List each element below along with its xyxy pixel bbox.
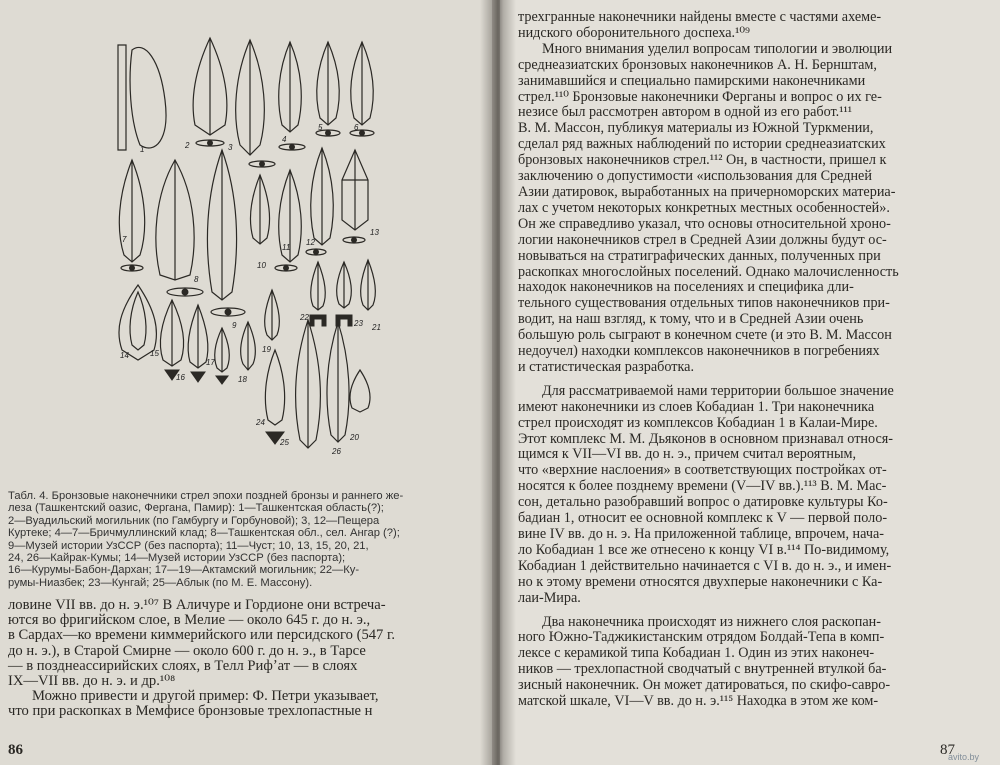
svg-text:14: 14	[120, 351, 129, 360]
arrowhead-23	[336, 262, 363, 328]
right-body-text	[518, 10, 968, 710]
text-line: имеют наконечники из слоев Кобадиан 1. Три наконечника	[518, 398, 875, 415]
caption-line: Куртеке; 4—7—Бричмуллинский клад; 8—Ташкентская обл., сел. Ангар (?);	[8, 527, 400, 540]
svg-text:18: 18	[238, 375, 247, 384]
text-line: нидского оборонительного доспеха.¹⁰⁹	[518, 24, 750, 41]
arrowhead-3	[228, 40, 264, 155]
text-line: в Сардах—ко времени киммерийского или персидского (547 г.	[8, 627, 395, 644]
left-body-text	[8, 598, 478, 720]
svg-text:1: 1	[140, 145, 145, 154]
arrowhead-11	[275, 170, 301, 271]
arrowhead-19	[262, 290, 279, 354]
text-line: лексе с керамикой типа Кобадиан 1. Один из этих наконеч-	[518, 645, 875, 662]
text-line: Два наконечника происходят из нижнего слоя раскопан-	[542, 613, 881, 630]
page-number-left: 86	[8, 742, 23, 758]
arrowhead-25	[279, 320, 320, 448]
arrowhead-6	[350, 42, 374, 136]
text-line: носятся к более позднему времени (V—IV вв.).¹¹³ В. М. Мас-	[518, 478, 887, 495]
svg-text:12: 12	[306, 238, 315, 247]
text-line: лаи-Мира.	[518, 589, 581, 606]
text-line: что при раскопках в Мемфисе бронзовые трехлопастные н	[8, 703, 373, 720]
text-line: ников — трехлопастной сводчатый с внутренней втулкой ба-	[518, 661, 887, 678]
text-line: — в позднеассирийских слоях, в Телл Рифʼат — в слоях	[8, 657, 358, 674]
text-line: среднеазиатских бронзовых наконечников А. Н. Бернштам,	[518, 56, 877, 73]
text-line: Этот комплекс М. М. Дьяконов в основном признавал относя-	[518, 430, 893, 447]
text-line: и статистическая разработка.	[518, 358, 694, 375]
text-line: что «верхние наслоения» в соответствующих постройках от-	[518, 462, 887, 479]
text-line: стрел происходят из комплексов Кобадиан 1 в Калаи-Мире.	[518, 414, 878, 431]
caption-line: 9—Музей истории УзССР (без паспорта); 11—Чуст; 10, 13, 15, 20, 21,	[8, 539, 369, 552]
text-line: ло Кобадиан 1 все же отнесено к концу VI в.¹¹⁴ По-видимому,	[518, 541, 890, 558]
svg-text:17: 17	[206, 358, 215, 367]
svg-text:13: 13	[370, 228, 379, 237]
text-line: Кобадиан 1 действительно начинается с VI в. до н. э., и имен-	[518, 557, 892, 574]
arrowhead-12	[306, 148, 333, 255]
text-line: Можно привести и другой пример: Ф. Петри указывает,	[32, 688, 379, 705]
arrowhead-20	[349, 370, 370, 442]
text-line: бадиан 1, относит ее основной комплекс к V — первой поло-	[518, 510, 888, 527]
caption-line: Табл. 4. Бронзовые наконечники стрел эпохи поздней бронзы и раннего же-	[8, 490, 404, 502]
caption-line: 16—Курумы-Бабон-Дархан; 17—19—Актамский могильник; 22—Ку-	[8, 564, 360, 577]
svg-text:19: 19	[262, 345, 271, 354]
text-line: большую роль сыграют в конечном счете (и это В. М. Массон	[518, 327, 892, 344]
arrowhead-2	[184, 38, 227, 150]
arrowhead-4	[279, 42, 305, 150]
text-line: стрел.¹¹⁰ Бронзовые наконечники Ферганы и вопрос о их ге-	[518, 88, 882, 105]
svg-text:23: 23	[354, 319, 363, 328]
text-line: новываться на стратиграфических данных, полученных при	[518, 247, 881, 264]
arrowhead-7	[119, 160, 144, 271]
arrowhead-13	[342, 150, 379, 243]
text-line: зисный наконечник. Он может датироваться, по скифо-савро-	[518, 677, 891, 694]
text-line: но к этому времени относятся двухперые наконечники с Ка-	[518, 573, 883, 590]
svg-text:24: 24	[256, 418, 265, 427]
arrowhead-8	[156, 160, 203, 296]
text-line: заключению о допустимости «использования для Средней	[518, 168, 872, 185]
svg-text:5: 5	[318, 123, 323, 132]
text-line: ного Южно-Таджикистанским отрядом Болдай-Тепа в комп-	[518, 629, 885, 646]
text-line: Азии датировок, выработанных на причерноморских материа-	[518, 183, 896, 200]
svg-text:21: 21	[372, 323, 381, 332]
text-line: трехгранные наконечники найдены вместе с частями ахеме-	[518, 9, 882, 25]
svg-text:25: 25	[280, 438, 289, 447]
svg-text:16: 16	[176, 373, 185, 382]
text-line: Для рассматриваемой нами территории большое значение	[542, 382, 894, 399]
text-line: водит, на наш взгляд, к тому, что и в Средней Азии очень	[518, 311, 864, 328]
arrowhead-10	[249, 161, 275, 270]
text-line: IX—VII вв. до н. э. и др.¹⁰⁸	[8, 673, 176, 690]
text-line: лах с учетом некоторых конкретных местных особенностей».	[518, 199, 890, 216]
arrowhead-21	[361, 260, 381, 332]
arrowhead-5	[316, 42, 340, 136]
svg-text:26: 26	[332, 447, 341, 455]
text-line: ются во фригийском слое, в Мелие — около 645 г. до н. э.,	[8, 612, 371, 629]
svg-text:2: 2	[185, 141, 190, 150]
caption-line: леза (Ташкентский оазис, Фергана, Памир): 1—Ташкентская область(?);	[8, 502, 384, 515]
arrowhead-1	[118, 45, 166, 154]
caption-line: румы-Ниазбек; 23—Кунгай; 25—Аблык (по М. Е. Массону).	[8, 576, 313, 589]
svg-text:20: 20	[350, 433, 359, 442]
svg-text:22: 22	[300, 313, 309, 322]
text-line: ловине VII вв. до н. э.¹⁰⁷ В Аличуре и Гордионе они встреча-	[8, 597, 386, 613]
arrowhead-18	[238, 322, 255, 384]
arrowhead-26	[327, 322, 349, 455]
text-line: логии наконечников стрел в Средней Азии должны будут ос-	[518, 231, 887, 248]
text-line: раскопках многослойных поселений. Однако малочисленность	[518, 263, 899, 280]
text-line: находок наконечников на поселениях и специфика дли-	[518, 279, 854, 296]
text-line: вине IV вв. до н. э. На приложенной таблице, впрочем, нача-	[518, 526, 885, 542]
caption-line: 2—Вуадильский могильник (по Гамбургу и Горбуновой); 3, 12—Пещера	[8, 514, 380, 527]
svg-text:4: 4	[282, 135, 287, 144]
page-number-right: 87	[940, 742, 955, 758]
arrowhead-24	[255, 350, 285, 444]
figure-caption	[8, 490, 482, 589]
watermark: avito.by	[948, 752, 980, 762]
svg-text:8: 8	[194, 275, 199, 284]
arrowhead-22	[299, 262, 326, 326]
arrowhead-plate-illustration	[110, 30, 392, 455]
text-line: тельного существования отдельных типов наконечников при-	[518, 295, 890, 312]
text-line: матской шкале, VI—V вв. до н. э.¹¹⁵ Находка в этом же ком-	[518, 693, 879, 710]
arrowhead-9	[207, 150, 245, 330]
svg-text:11: 11	[282, 243, 291, 252]
svg-text:10: 10	[257, 261, 266, 270]
left-page	[0, 0, 492, 765]
text-line: незисе был рассмотрен автором в одной из его работ.¹¹¹	[518, 104, 852, 121]
svg-text:9: 9	[232, 321, 237, 330]
arrowhead-16	[176, 305, 208, 382]
arrowhead-17	[206, 328, 229, 384]
arrowhead-15	[150, 300, 184, 380]
text-line: В. М. Массон, публикуя материалы из Южной Туркмении,	[518, 120, 874, 137]
svg-text:6: 6	[354, 123, 359, 132]
svg-text:15: 15	[150, 349, 159, 358]
svg-text:7: 7	[122, 235, 127, 244]
text-line: щимся к VII—VI вв. до н. э., причем считал вероятным,	[518, 446, 857, 463]
text-line: Он же справедливо указал, что основы относительной хроно-	[518, 215, 891, 232]
text-line: Много внимания уделил вопросам типологии и эволюции	[542, 40, 893, 57]
text-line: недоучел) находки комплексов наконечников в погребениях	[518, 343, 880, 360]
svg-text:3: 3	[228, 143, 233, 152]
caption-line: 24, 26—Кайрак-Кумы; 14—Музей истории УзССР (без паспорта);	[8, 552, 346, 565]
text-line: бронзовых наконечников стрел.¹¹² Он, в частности, пришел к	[518, 152, 887, 169]
book-gutter	[480, 0, 516, 765]
text-line: занимавшийся и специально памирскими наконечниками	[518, 72, 866, 89]
text-line: сделал ряд важных наблюдений по истории среднеазиатских	[518, 136, 886, 153]
text-line: до н. э.), в Старой Смирне — около 600 г. до н. э., в Тарсе	[8, 642, 366, 659]
text-line: сон, детально разобравший вопрос о датировке культуры Ко-	[518, 494, 888, 511]
